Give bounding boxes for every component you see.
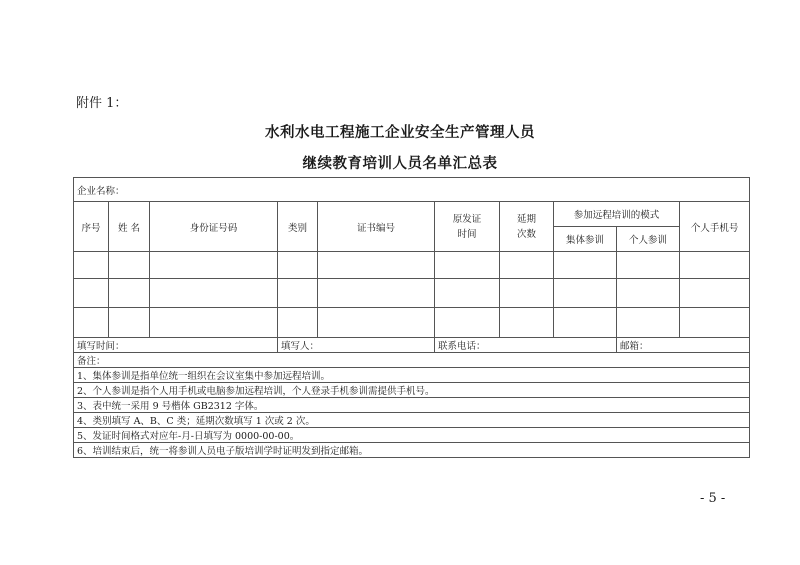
note-item: 5、发证时间格式对应年-月-日填写为 0000-00-00。 — [74, 428, 750, 443]
table-row — [74, 252, 750, 279]
header-phone: 个人手机号 — [680, 202, 750, 252]
filler-label: 填写人： — [281, 341, 320, 352]
header-name: 姓 名 — [109, 202, 150, 252]
header-seq: 序号 — [74, 202, 109, 252]
cell-individual[interactable] — [617, 308, 680, 338]
fill-time-cell[interactable] — [74, 338, 278, 353]
header-category: 类别 — [278, 202, 318, 252]
header-collective: 集体参训 — [554, 227, 617, 252]
document-subtitle: 继续教育培训人员名单汇总表 — [302, 156, 498, 172]
attachment-label: 附件 1： — [76, 96, 128, 111]
fill-time-label: 填写时间： — [77, 341, 125, 352]
email-label: 邮箱： — [620, 341, 649, 352]
note-item: 1、集体参训是指单位统一组织在会议室集中参加远程培训。 — [74, 368, 750, 383]
note-item: 6、培训结束后，统一将参训人员电子版培训学时证明发到指定邮箱。 — [74, 443, 750, 458]
cell-category[interactable] — [278, 252, 318, 279]
page-number: - 5 - — [700, 491, 726, 506]
cell-collective[interactable] — [554, 279, 617, 308]
cell-collective[interactable] — [554, 252, 617, 279]
header-issue-time-line2: 时间 — [457, 228, 477, 240]
header-extension-line1: 延期 — [516, 213, 536, 225]
company-name-cell[interactable] — [74, 178, 750, 202]
header-individual: 个人参训 — [617, 227, 680, 252]
cell-collective[interactable] — [554, 308, 617, 338]
note-item: 4、类别填写 A、B、C 类；延期次数填写 1 次或 2 次。 — [74, 413, 750, 428]
cell-cert-number[interactable] — [318, 252, 435, 279]
contact-phone-cell[interactable] — [435, 338, 617, 353]
cell-extension[interactable] — [500, 279, 554, 308]
cell-name[interactable] — [109, 279, 150, 308]
contact-phone-label: 联系电话： — [438, 341, 486, 352]
cell-individual[interactable] — [617, 252, 680, 279]
cell-issue-time[interactable] — [435, 252, 500, 279]
cell-issue-time[interactable] — [435, 308, 500, 338]
notes-label: 备注： — [74, 353, 750, 368]
cell-id-number[interactable] — [150, 308, 278, 338]
cell-seq[interactable] — [74, 308, 109, 338]
cell-issue-time[interactable] — [435, 279, 500, 308]
email-cell[interactable] — [617, 338, 750, 353]
cell-individual[interactable] — [617, 279, 680, 308]
cell-phone[interactable] — [680, 252, 750, 279]
cell-phone[interactable] — [680, 308, 750, 338]
document-title: 水利水电工程施工企业安全生产管理人员 — [265, 125, 535, 141]
header-issue-time — [435, 202, 500, 252]
cell-name[interactable] — [109, 308, 150, 338]
cell-seq[interactable] — [74, 252, 109, 279]
note-item: 2、个人参训是指个人用手机或电脑参加远程培训，个人登录手机参训需提供手机号。 — [74, 383, 750, 398]
cell-extension[interactable] — [500, 252, 554, 279]
cell-category[interactable] — [278, 308, 318, 338]
cell-cert-number[interactable] — [318, 279, 435, 308]
roster-table — [73, 177, 750, 458]
header-issue-time-line1: 原发证 — [452, 213, 482, 225]
table-row — [74, 279, 750, 308]
cell-extension[interactable] — [500, 308, 554, 338]
header-extension-count — [500, 202, 554, 252]
cell-cert-number[interactable] — [318, 308, 435, 338]
note-item: 3、表中统一采用 9 号楷体 GB2312 字体。 — [74, 398, 750, 413]
header-extension-line2: 次数 — [516, 228, 536, 240]
header-id-number: 身份证号码 — [150, 202, 278, 252]
table-row — [74, 308, 750, 338]
cell-seq[interactable] — [74, 279, 109, 308]
cell-id-number[interactable] — [150, 252, 278, 279]
filler-cell[interactable] — [278, 338, 435, 353]
cell-id-number[interactable] — [150, 279, 278, 308]
company-name-label: 企业名称： — [77, 185, 125, 197]
footer-row — [74, 338, 750, 353]
cell-name[interactable] — [109, 252, 150, 279]
header-cert-number: 证书编号 — [318, 202, 435, 252]
header-remote-mode: 参加远程培训的模式 — [554, 202, 680, 227]
cell-category[interactable] — [278, 279, 318, 308]
cell-phone[interactable] — [680, 279, 750, 308]
